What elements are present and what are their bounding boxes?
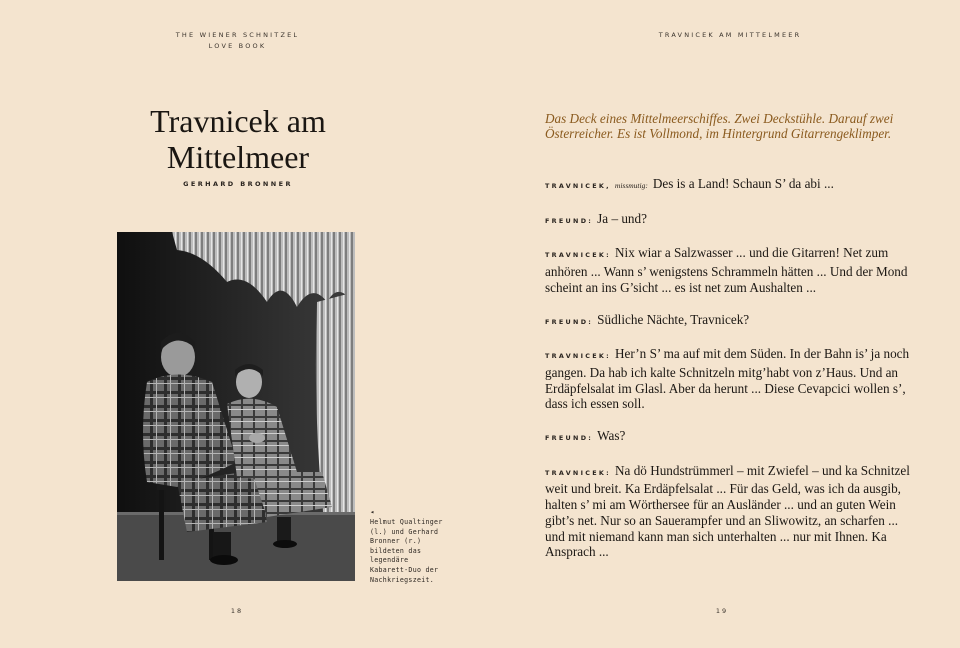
- caption-line: Helmut Qualtinger: [370, 518, 443, 526]
- speaker-label: FREUND:: [545, 434, 594, 443]
- chapter-title: [110, 103, 366, 175]
- dialogue-line: [545, 428, 917, 447]
- dialogue-text: Des is a Land! Schaun S’ da abi ...: [652, 176, 834, 191]
- stage-direction: Das Deck eines Mittelmeerschiffes. Zwei Deckstühle. Darauf zwei Österreicher. Es ist Vollmond, im Hintergrund Gitarrengeklimper.: [545, 111, 894, 142]
- title-line1: Travnicek am: [150, 103, 326, 139]
- dialogue-line: [545, 312, 917, 331]
- speaker-label: TRAVNICEK:: [545, 251, 612, 260]
- caption-line: Kabarett-Duo der: [370, 565, 439, 574]
- speaker-label: FREUND:: [545, 216, 594, 225]
- dialogue-text: Ja – und?: [597, 210, 647, 226]
- photo-illustration: [117, 232, 355, 581]
- dialogue-line: [545, 176, 917, 195]
- dialogue-text: Was?: [597, 428, 626, 444]
- running-head-right: TRAVNICEK AM MITTELMEER: [658, 31, 802, 39]
- caption-line: Nachkriegszeit.: [370, 575, 435, 584]
- title-line2: Mittelmeer: [166, 139, 310, 175]
- speaker-label: TRAVNICEK:: [545, 352, 612, 361]
- dialogue: [545, 176, 917, 576]
- running-head-left: [150, 30, 325, 52]
- speaker-label: TRAVNICEK,: [545, 182, 611, 190]
- running-head-line1: THE WIENER SCHNITZEL: [175, 31, 300, 39]
- dialogue-text: Nix wiar a Salzwasser ... und die Gitarren! Net zum anhören ... Wann s’ wenigstens Schrammeln hätten ... Und der Mond scheint an ins G’sicht ... es ist net zum Aushalten ...: [545, 245, 908, 295]
- right-page: [480, 0, 960, 648]
- stage-direction-inline: missmutig:: [614, 181, 648, 190]
- caption-line: bildeten das: [370, 546, 422, 555]
- speaker-label: TRAVNICEK:: [545, 468, 612, 477]
- running-head-line2: LOVE BOOK: [208, 42, 267, 50]
- dialogue-text: Her’n S’ ma auf mit dem Süden. In der Bahn is’ ja noch gangen. Da hab ich kalte Schnitzeln mitg’habt von z’Haus. Und an Erdäpfelsalat im Glasl. Aber da herunt ... Diese Cevapcici wollen s’, dass ich essen soll.: [545, 346, 910, 412]
- dialogue-line: [545, 346, 917, 412]
- dialogue-line: [545, 211, 917, 230]
- dialogue-text: Südliche Nächte, Travnicek?: [597, 311, 750, 327]
- caption-line: Bronner (r.): [370, 537, 422, 546]
- dialogue-text: Na dö Hundstrümmerl – mit Zwiefel – und ka Schnitzel weit und breit. Ka Erdäpfelsalat ... Für das Geld, was ich da ausgib, halten s’ mi am Wörthersee für an Ausländer ... und an guten Wein gibt’s net. Nur so an Sauerampfer und an Sliwowitz, an scharfen ... und mit niemand kann man sich unterhalten ... nur mit Ihnen. Ka Ansprach ...: [545, 462, 910, 560]
- caption-line: legendäre: [370, 556, 409, 565]
- page-number-right: 19: [715, 607, 729, 615]
- caption-line: (l.) und Gerhard: [370, 527, 439, 536]
- page-number-left: 18: [230, 607, 244, 615]
- black-white-photo: [117, 232, 355, 581]
- speaker-label: FREUND:: [545, 317, 594, 326]
- dialogue-line: [545, 245, 917, 295]
- dialogue-line: [545, 463, 917, 560]
- caption-arrow-icon: ◂: [370, 508, 375, 516]
- author-name: GERHARD BRONNER: [183, 180, 293, 188]
- photo-caption: [370, 508, 450, 585]
